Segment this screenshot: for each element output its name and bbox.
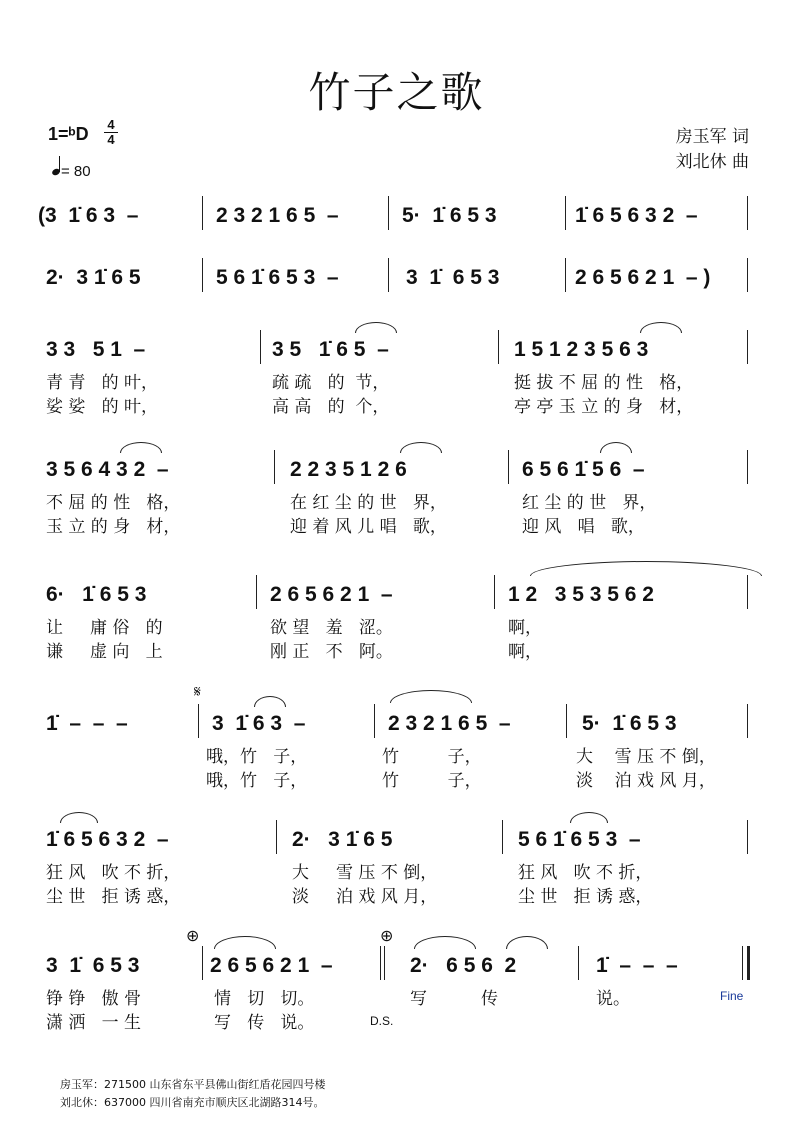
lyric-verse-2: 迎 着 风 儿 唱 歌， [290, 517, 447, 537]
lyric-verse-1: 情 切 切。 [214, 989, 315, 1009]
lyric-verse-1: 红 尘 的 世 界， [522, 493, 657, 513]
lyric-verse-2: 玉 立 的 身 材， [46, 517, 181, 537]
measure-notes: 1 5 1 2 3 5 6 3 [514, 338, 649, 361]
barline [374, 704, 375, 738]
lyric-verse-2: 啊， [508, 642, 542, 662]
lyric-verse-1: 说。 [596, 989, 630, 1009]
barline [380, 946, 381, 980]
measure-notes: 6· 1̇ 6 5 3 [46, 583, 147, 606]
measure-notes: 2· 6 5 6 2 [410, 954, 517, 977]
lyric-verse-1: 挺 拔 不 屈 的 性 格， [514, 373, 694, 393]
lyric-verse-1: 大 雪 压 不 倒， [292, 863, 438, 883]
measure-notes: 3 1̇ 6 3 – [212, 712, 306, 735]
measure-notes: 2 3 2 1 6 5 – [388, 712, 511, 735]
measure-notes: (3 1̇ 6 3 – [38, 204, 139, 227]
barline [388, 196, 389, 230]
meter-bottom: 4 [107, 132, 115, 147]
lyric-verse-2: 淡 泊 戏 风 月， [292, 887, 438, 907]
measure-notes: 1 2 3 5 3 5 6 2 [508, 583, 654, 606]
lyric-verse-1: 欲 望 羞 涩。 [270, 618, 393, 638]
lyric-verse-2: 娑 娑 的 叶， [46, 397, 159, 417]
lyric-verse-1: 啊， [508, 618, 542, 638]
measure-notes: 5· 1̇ 6 5 3 [582, 712, 677, 735]
lyric-verse-1: 在 红 尘 的 世 界， [290, 493, 447, 513]
slur [214, 936, 276, 949]
barline [565, 196, 566, 230]
slur [414, 936, 476, 949]
barline [747, 575, 748, 609]
measure-notes: 2 6 5 6 2 1 – [210, 954, 333, 977]
measure-notes: 2· 3 1̇ 6 5 [46, 266, 141, 289]
measure-notes: 5· 1̇ 6 5 3 [402, 204, 497, 227]
meter-top: 4 [107, 117, 115, 132]
measure-notes: 3 1̇ 6 5 3 [46, 954, 140, 977]
barline [384, 946, 385, 980]
slur [506, 936, 548, 949]
slur [355, 322, 397, 333]
barline [747, 450, 748, 484]
lyric-verse-1: 疏 疏 的 节， [272, 373, 390, 393]
lyric-verse-2: 写 传 说。 [214, 1013, 315, 1033]
lyric-verse-1: 狂 风 吹 不 折， [46, 863, 181, 883]
barline [747, 704, 748, 738]
measure-notes: 1̇ 6 5 6 3 2 – [46, 828, 169, 851]
footer-address-lyricist: 房玉军：271500 山东省东平县佛山街红盾花园四号楼 [60, 1078, 326, 1091]
barline [508, 450, 509, 484]
barline [747, 196, 748, 230]
note-stem-icon [59, 156, 60, 172]
score-row-3 [30, 330, 765, 417]
barline [260, 330, 261, 364]
lyric-verse-2: 亭 亭 玉 立 的 身 材， [514, 397, 694, 417]
barline [502, 820, 503, 854]
score-row-5 [30, 575, 765, 662]
final-barline [747, 946, 750, 980]
key-signature: 1=ᵇD [48, 124, 89, 144]
coda-icon: ⊕ [186, 926, 200, 945]
footer-address-composer: 刘北休：637000 四川省南充市顺庆区北湖路314号。 [60, 1096, 325, 1109]
barline [388, 258, 389, 292]
segno-icon: 𝄋 [194, 682, 201, 701]
measure-notes: 1̇ – – – [46, 712, 128, 735]
lyric-verse-1: 让 庸 俗 的 [46, 618, 163, 638]
slur [60, 812, 98, 823]
slur [120, 442, 162, 453]
lyricist-credit: 房玉军 词 [675, 127, 749, 147]
measure-notes: 2 2 3 5 1 2 6 [290, 458, 407, 481]
lyric-verse-1: 狂 风 吹 不 折， [518, 863, 653, 883]
lyric-verse-2: 哦，竹 子， [206, 771, 308, 791]
barline [276, 820, 277, 854]
tempo-value: = 80 [61, 163, 91, 180]
lyric-verse-1: 写 传 [410, 989, 499, 1009]
slur [390, 690, 472, 703]
lyric-verse-1: 竹 子， [382, 747, 482, 767]
barline [742, 946, 743, 980]
measure-notes: 2 3 2 1 6 5 – [216, 204, 339, 227]
barline [202, 196, 203, 230]
fine-mark: Fine [720, 989, 744, 1003]
measure-notes: 3 3 5 1 – [46, 338, 146, 361]
lyric-verse-2: 刚 正 不 阿。 [270, 642, 393, 662]
slur [600, 442, 632, 453]
slur [400, 442, 442, 453]
barline [202, 946, 203, 980]
barline [498, 330, 499, 364]
coda-icon: ⊕ [380, 926, 394, 945]
score-row-1 [30, 196, 765, 236]
slur [254, 696, 286, 707]
score-row-4 [30, 450, 765, 537]
barline [202, 258, 203, 292]
score-row-7 [30, 820, 765, 907]
score-row-2 [30, 258, 765, 298]
barline [256, 575, 257, 609]
measure-notes: 5 6 1̇ 6 5 3 – [216, 266, 339, 289]
barline [578, 946, 579, 980]
lyric-verse-2: 高 高 的 个， [272, 397, 390, 417]
tempo-mark [52, 160, 91, 180]
measure-notes: 2 6 5 6 2 1 – [270, 583, 393, 606]
lyric-verse-2: 迎 风 唱 歌， [522, 517, 645, 537]
barline [747, 820, 748, 854]
lyric-verse-1: 青 青 的 叶， [46, 373, 159, 393]
lyric-verse-2: 竹 子， [382, 771, 482, 791]
barline [566, 704, 567, 738]
lyric-verse-1: 不 屈 的 性 格， [46, 493, 181, 513]
lyric-verse-1: 铮 铮 傲 骨 [46, 989, 142, 1009]
measure-notes: 3 1̇ 6 5 3 [406, 266, 500, 289]
barline [747, 258, 748, 292]
measure-notes: 3 5 6 4 3 2 – [46, 458, 169, 481]
lyric-verse-2: 尘 世 拒 诱 惑， [46, 887, 181, 907]
measure-notes: 1̇ 6 5 6 3 2 – [575, 204, 698, 227]
measure-notes: 2· 3 1̇ 6 5 [292, 828, 393, 851]
measure-notes: 6 5 6 1̇ 5 6 – [522, 458, 645, 481]
measure-notes: 1̇ – – – [596, 954, 678, 977]
lyric-verse-2: 尘 世 拒 诱 惑， [518, 887, 653, 907]
slur [530, 561, 762, 576]
measure-notes: 5 6 1̇ 6 5 3 – [518, 828, 641, 851]
slur [640, 322, 682, 333]
slur [570, 812, 608, 823]
lyric-verse-1: 哦，竹 子， [206, 747, 308, 767]
ds-mark: D.S. [370, 1014, 394, 1028]
measure-notes: 2 6 5 6 2 1 – ) [575, 266, 711, 289]
measure-notes: 3 5 1̇ 6 5 – [272, 338, 389, 361]
song-title: 竹子之歌 [308, 68, 485, 117]
lyric-verse-2: 谦 虚 向 上 [46, 642, 163, 662]
barline [198, 704, 199, 738]
lyric-verse-2: 淡 泊 戏 风 月， [576, 771, 716, 791]
lyric-verse-2: 潇 洒 一 生 [46, 1013, 142, 1033]
barline [565, 258, 566, 292]
time-signature [104, 118, 118, 147]
barline [747, 330, 748, 364]
barline [494, 575, 495, 609]
composer-credit: 刘北休 曲 [675, 152, 749, 172]
score-row-6 [30, 682, 765, 791]
score-row-8 [30, 926, 765, 1033]
barline [274, 450, 275, 484]
lyric-verse-1: 大 雪 压 不 倒， [576, 747, 716, 767]
